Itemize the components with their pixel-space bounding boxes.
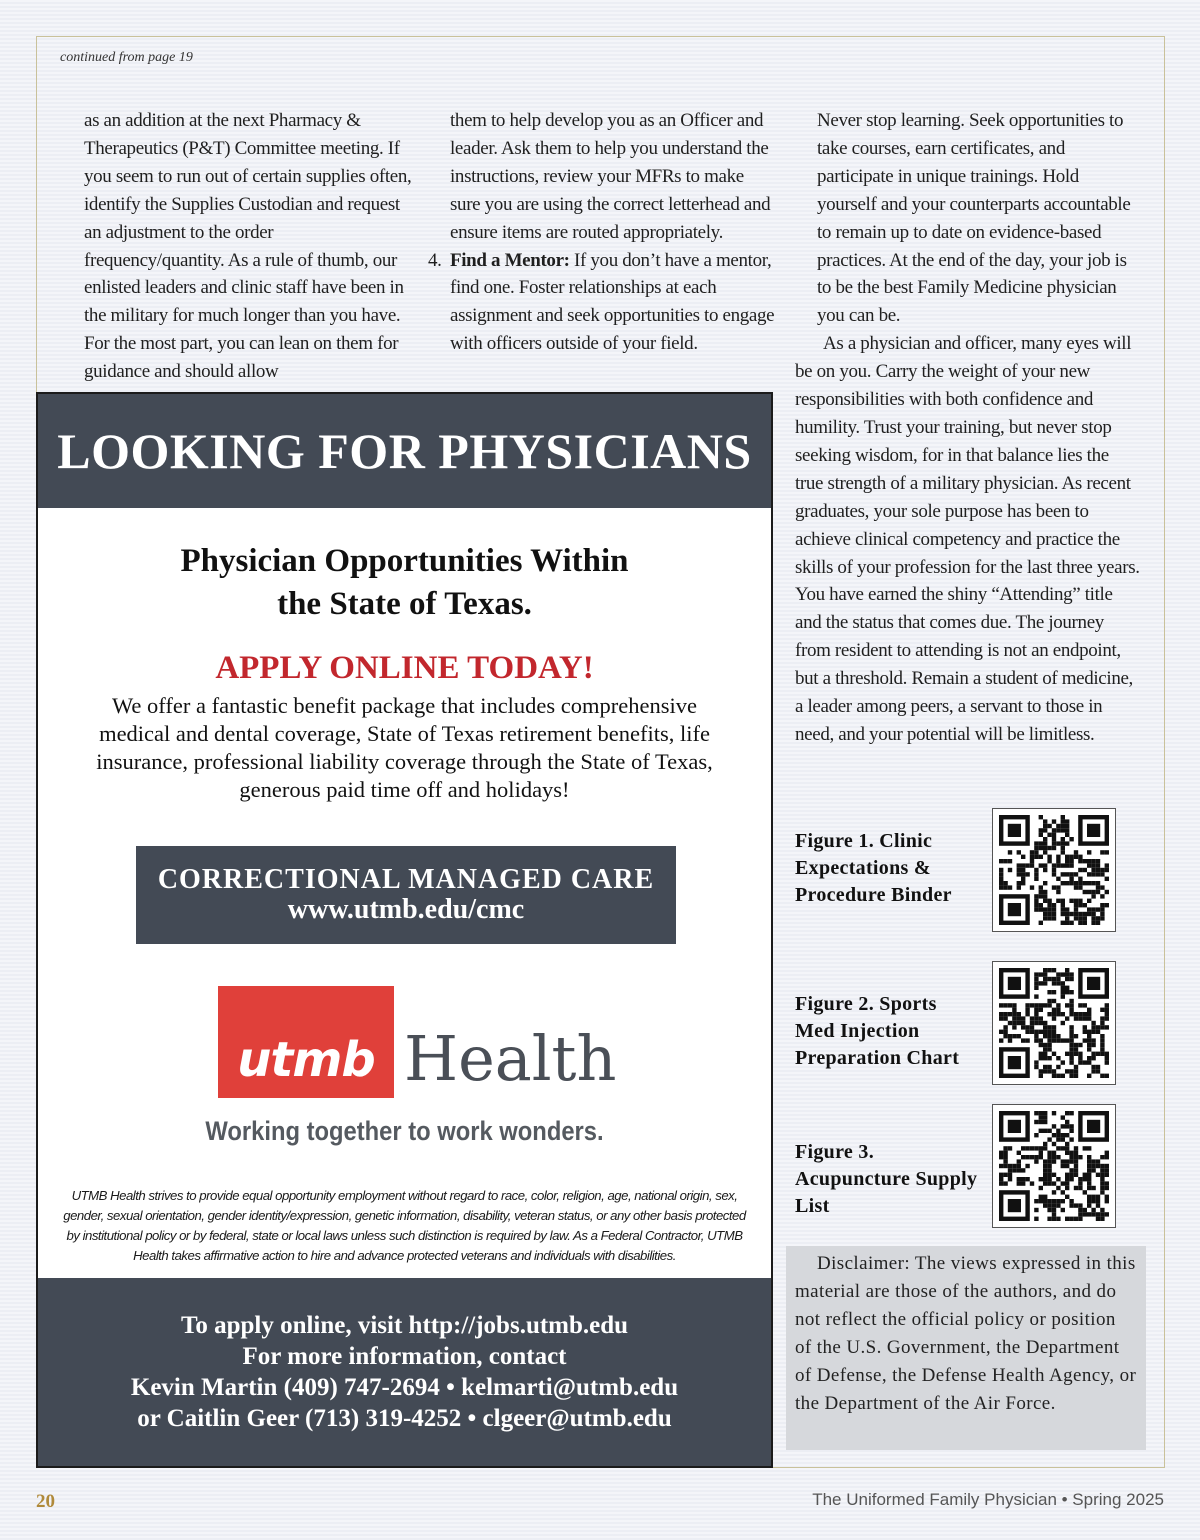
utmb-logo-mark: utmb [218,986,394,1098]
list-item-title: Find a Mentor: [450,249,570,271]
qr-code-graphic [999,968,1109,1078]
column-1-text: as an addition at the next Pharmacy & Therapeutics (P&T) Committee meeting. If you seem to run out of certain supplies often, identify the Supplies Custodian and request an adjustment to the order frequency/quantity. As a rule of thumb, our enlisted leaders and clinic staff have been in the military for much longer than you have. For the most part, you can lean on them for guidance and should allow [84,110,412,383]
contact-kevin-martin[interactable]: Kevin Martin (409) 747-2694 • kelmarti@utmb.edu [130,1374,679,1401]
figure-2-label: Figure 2. Sports Med Injection Preparation Chart [795,993,960,1069]
article-column-1 [84,107,414,386]
publication-title: The Uniformed Family Physician • Spring 2025 [812,1490,1164,1509]
qr-code-icon[interactable] [992,961,1116,1085]
figure-1-label: Figure 1. Clinic Expectations & Procedure Binder [795,830,952,906]
column-3-paragraph-1: Never stop learning. Seek opportunities to take courses, earn certificates, and participate in unique trainings. Hold yourself and your counterparts accountable to remain up to date on evidence-based practices. At the end of the day, your job is to be the best Family Medicine physician you can be. [817,110,1131,327]
contact-caitlin-geer[interactable]: or Caitlin Geer (713) 319-4252 • clgeer@utmb.edu [137,1405,672,1432]
cmc-title: CORRECTIONAL MANAGED CARE [157,864,655,895]
eeo-statement: UTMB Health strives to provide equal opportunity employment without regard to race, color, religion, age, national origin, sex, gender, sexual orientation, gender identity/expression, genetic information, disability, veteran status, or any other basis protected by institutional policy or by federal, state or local laws unless such distinction is required by law. As a Federal Contractor, UTMB Health takes affirmative action to hire and advance protected veterans and individuals with disabilities. [63,1188,746,1263]
cmc-url-link[interactable]: www.utmb.edu/cmc [287,894,525,925]
column-3-paragraph-2: As a physician and officer, many eyes will be on you. Carry the weight of your new responsibilities with both confidence and humility. Trust your training, but never stop seeking wisdom, for in that balance lies the true strength of a military physician. As recent graduates, your sole purpose has been to achieve clinical competency and practice the skills of your profession for the last three years. You have earned the shiny “Attending” title and the status that comes due. The journey from resident to attending is not an endpoint, but a threshold. Remain a student of medicine, a leader among peers, a servant to those in need, and your potential will be limitless. [795,333,1140,745]
list-item-mentor [428,247,778,359]
list-number: 4. [428,249,442,271]
qr-code-graphic [999,1111,1109,1221]
recruitment-ad [36,392,773,1468]
apply-online-callout: APPLY ONLINE TODAY! [215,650,594,686]
utmb-logo-word: Health [404,1022,617,1095]
contact-panel [38,1278,771,1466]
article-column-2 [428,107,778,358]
article-column-3 [795,107,1140,749]
list-item-body: If you don’t have a mentor, find one. Foster relationships at each assignment and seek opportunities to engage with officers outside of your field. [450,249,775,355]
ad-subheadline-line-2: the State of Texas. [277,586,532,622]
qr-code-icon[interactable] [992,1104,1116,1228]
apply-url-link[interactable]: To apply online, visit http://jobs.utmb.edu [180,1312,629,1339]
column-2-text: them to help develop you as an Officer and leader. Ask them to help you understand the instructions, review your MFRs to make sure you are using the correct letterhead and ensure items are routed appropriately. [450,110,771,243]
qr-code-graphic [999,815,1109,925]
cmc-banner [136,846,676,944]
benefits-text: We offer a fantastic benefit package that includes comprehensive medical and dental coverage, State of Texas retirement benefits, life insurance, professional liability coverage through the State of Texas, generous paid time off and holidays! [96,693,713,802]
ad-subheadline-line-1: Physician Opportunities Within [180,543,629,579]
page-number: 20 [36,1491,55,1512]
disclaimer-box [786,1246,1146,1450]
continued-note: continued from page 19 [60,50,193,65]
disclaimer-text: Disclaimer: The views expressed in this material are those of the authors, and do not reflect the official policy or position of the U.S. Government, the Department of Defense, the Defense Health Agency, or the Department of the Air Force. [795,1253,1137,1414]
logo-tagline: Working together to work wonders. [205,1116,604,1146]
ad-headline: LOOKING FOR PHYSICIANS [38,394,771,508]
qr-code-icon[interactable] [992,808,1116,932]
figure-3-label: Figure 3. Acupuncture Supply List [795,1141,978,1217]
contact-intro: For more information, contact [242,1343,567,1370]
ad-subheadline [38,540,771,626]
